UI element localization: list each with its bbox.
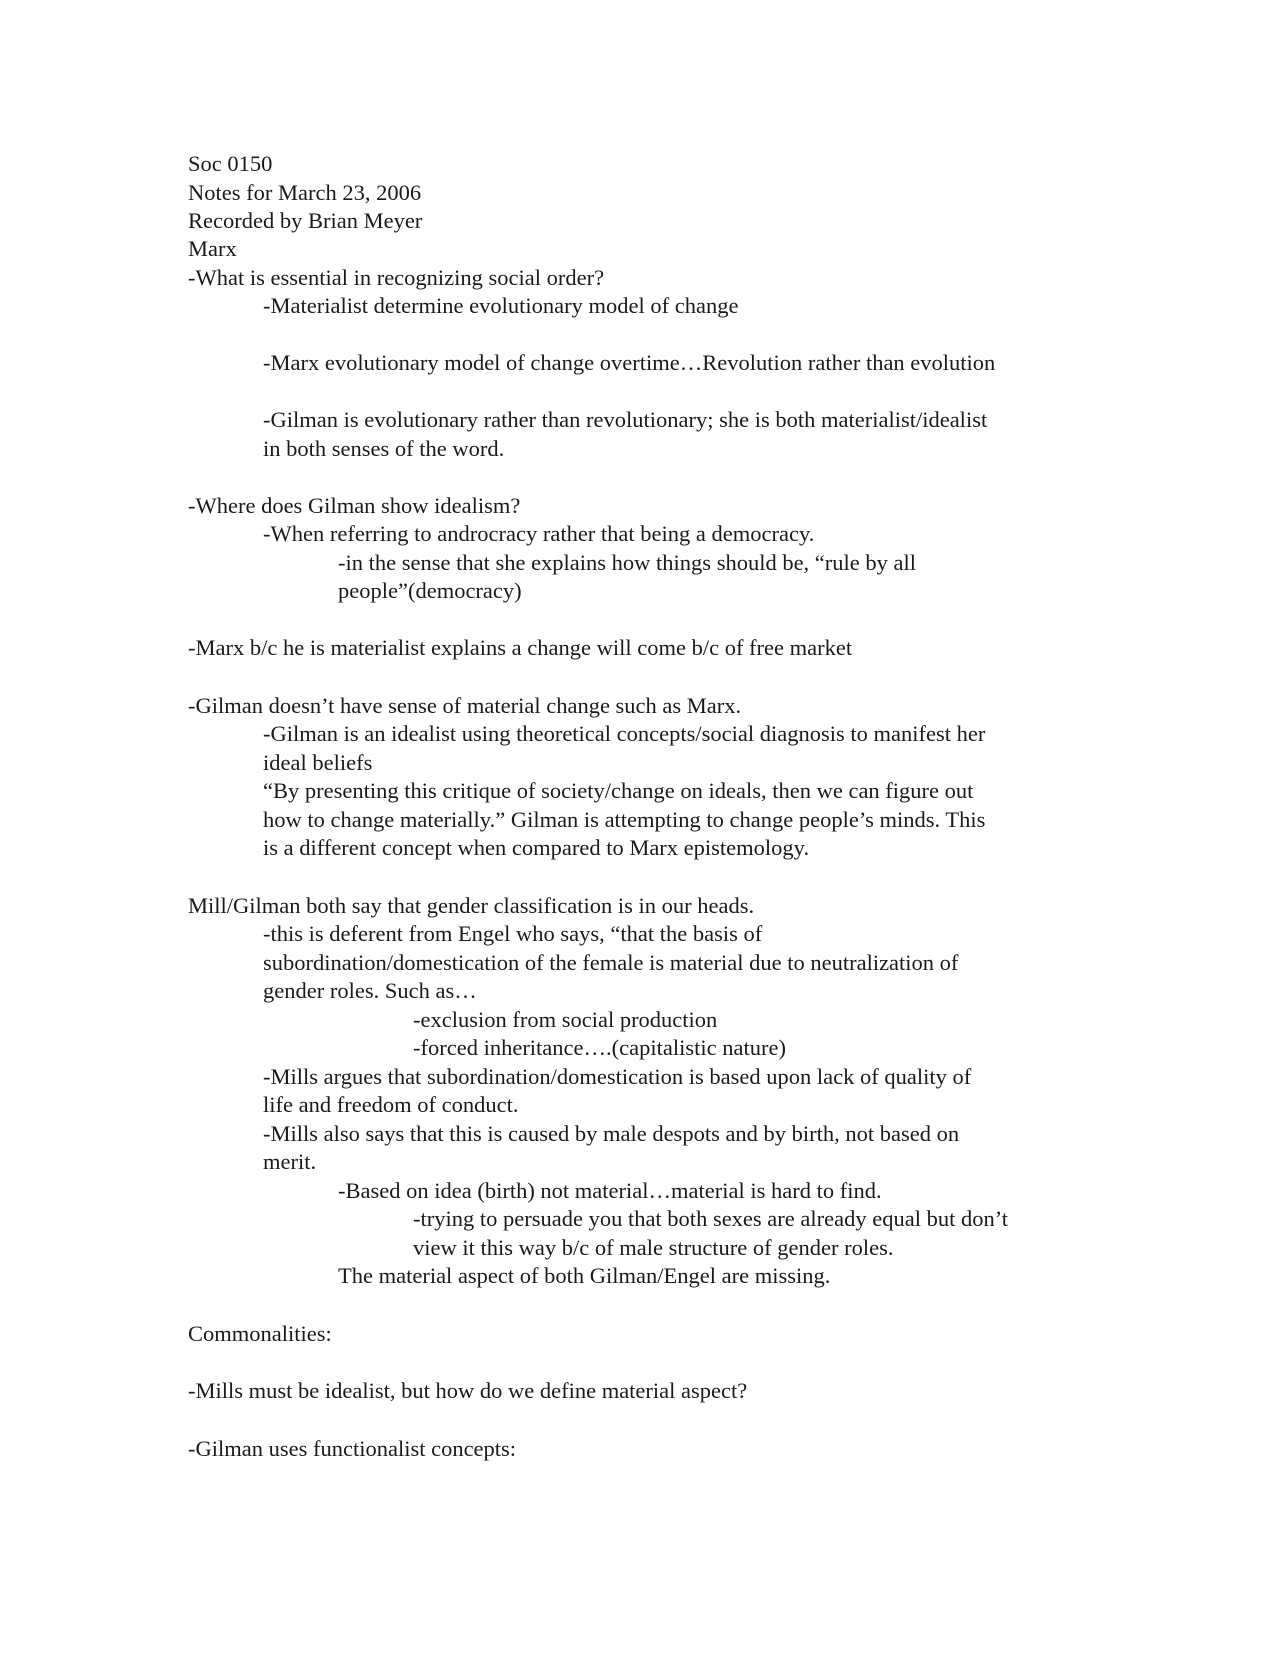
topic-heading: Marx <box>188 236 237 261</box>
text-line: -What is essential in recognizing social order? <box>188 265 605 290</box>
text-line: in both senses of the word. <box>263 436 505 461</box>
text-line: -exclusion from social production <box>413 1007 718 1032</box>
text-line: ideal beliefs <box>263 750 373 775</box>
text-line: -Mills must be idealist, but how do we define material aspect? <box>188 1378 748 1403</box>
text-line: life and freedom of conduct. <box>263 1092 519 1117</box>
text-line: The material aspect of both Gilman/Engel are missing. <box>338 1263 831 1288</box>
text-line: -this is deferent from Engel who says, “that the basis of <box>263 921 763 946</box>
text-line: -Materialist determine evolutionary model of change <box>263 293 739 318</box>
text-line: view it this way b/c of male structure of gender roles. <box>413 1235 894 1260</box>
text-line: -When referring to androcracy rather that being a democracy. <box>263 521 815 546</box>
recorder-line: Recorded by Brian Meyer <box>188 208 423 233</box>
text-line: -Based on idea (birth) not material…material is hard to find. <box>338 1178 882 1203</box>
text-line: -trying to persuade you that both sexes are already equal but don’t <box>413 1206 1009 1231</box>
notes-date: Notes for March 23, 2006 <box>188 180 422 205</box>
text-line: -Where does Gilman show idealism? <box>188 493 521 518</box>
text-line: -Marx evolutionary model of change overtime…Revolution rather than evolution <box>263 350 996 375</box>
text-line: how to change materially.” Gilman is attempting to change people’s minds. This <box>263 807 986 832</box>
text-line: -Mills argues that subordination/domestication is based upon lack of quality of <box>263 1064 972 1089</box>
text-line: “By presenting this critique of society/change on ideals, then we can figure out <box>263 778 974 803</box>
text-line: -Gilman uses functionalist concepts: <box>188 1436 517 1461</box>
text-line: -forced inheritance….(capitalistic nature) <box>413 1035 786 1060</box>
text-line: people”(democracy) <box>338 578 522 603</box>
text-line: Mill/Gilman both say that gender classification is in our heads. <box>188 893 755 918</box>
course-code: Soc 0150 <box>188 151 273 176</box>
text-line: is a different concept when compared to Marx epistemology. <box>263 835 810 860</box>
text-line: merit. <box>263 1149 317 1174</box>
section-heading: Commonalities: <box>188 1321 332 1346</box>
text-line: -Mills also says that this is caused by male despots and by birth, not based on <box>263 1121 960 1146</box>
text-line: subordination/domestication of the female is material due to neutralization of <box>263 950 959 975</box>
text-line: -Gilman is evolutionary rather than revolutionary; she is both materialist/idealist <box>263 407 988 432</box>
text-line: -Gilman doesn’t have sense of material change such as Marx. <box>188 693 742 718</box>
text-line: -Gilman is an idealist using theoretical concepts/social diagnosis to manifest her <box>263 721 986 746</box>
text-line: -in the sense that she explains how things should be, “rule by all <box>338 550 917 575</box>
text-line: -Marx b/c he is materialist explains a change will come b/c of free market <box>188 635 853 660</box>
text-line: gender roles. Such as… <box>263 978 477 1003</box>
